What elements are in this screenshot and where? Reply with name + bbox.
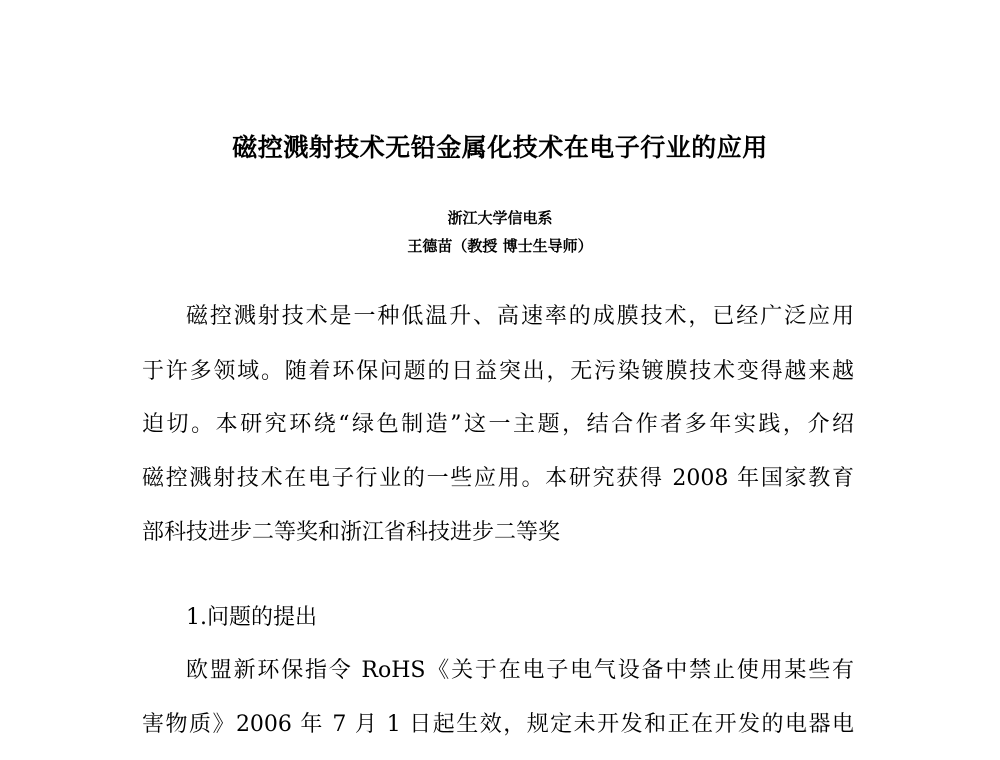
author-affiliation: 浙江大学信电系 <box>447 209 553 227</box>
section-line-1: 欧盟新环保指令 RoHS《关于在电子电气设备中禁止使用某些有 <box>186 658 854 683</box>
document-title: 磁控溅射技术无铅金属化技术在电子行业的应用 <box>232 133 768 162</box>
section-line-2: 害物质》2006 年 7 月 1 日起生效，规定未开发和正在开发的电器电 <box>142 712 854 737</box>
author-name: 王德苗（教授 博士生导师） <box>407 237 593 255</box>
abstract-line-4: 磁控溅射技术在电子行业的一些应用。本研究获得 2008 年国家教育 <box>142 466 854 491</box>
abstract-line-1: 磁控溅射技术是一种低温升、高速率的成膜技术，已经广泛应用 <box>186 304 854 329</box>
section-heading: 1.问题的提出 <box>186 605 317 630</box>
abstract-line-2: 于许多领域。随着环保问题的日益突出，无污染镀膜技术变得越来越 <box>142 359 854 384</box>
abstract-line-3: 迫切。本研究环绕“绿色制造”这一主题，结合作者多年实践，介绍 <box>142 412 854 437</box>
abstract-line-5: 部科技进步二等奖和浙江省科技进步二等奖 <box>142 520 561 545</box>
